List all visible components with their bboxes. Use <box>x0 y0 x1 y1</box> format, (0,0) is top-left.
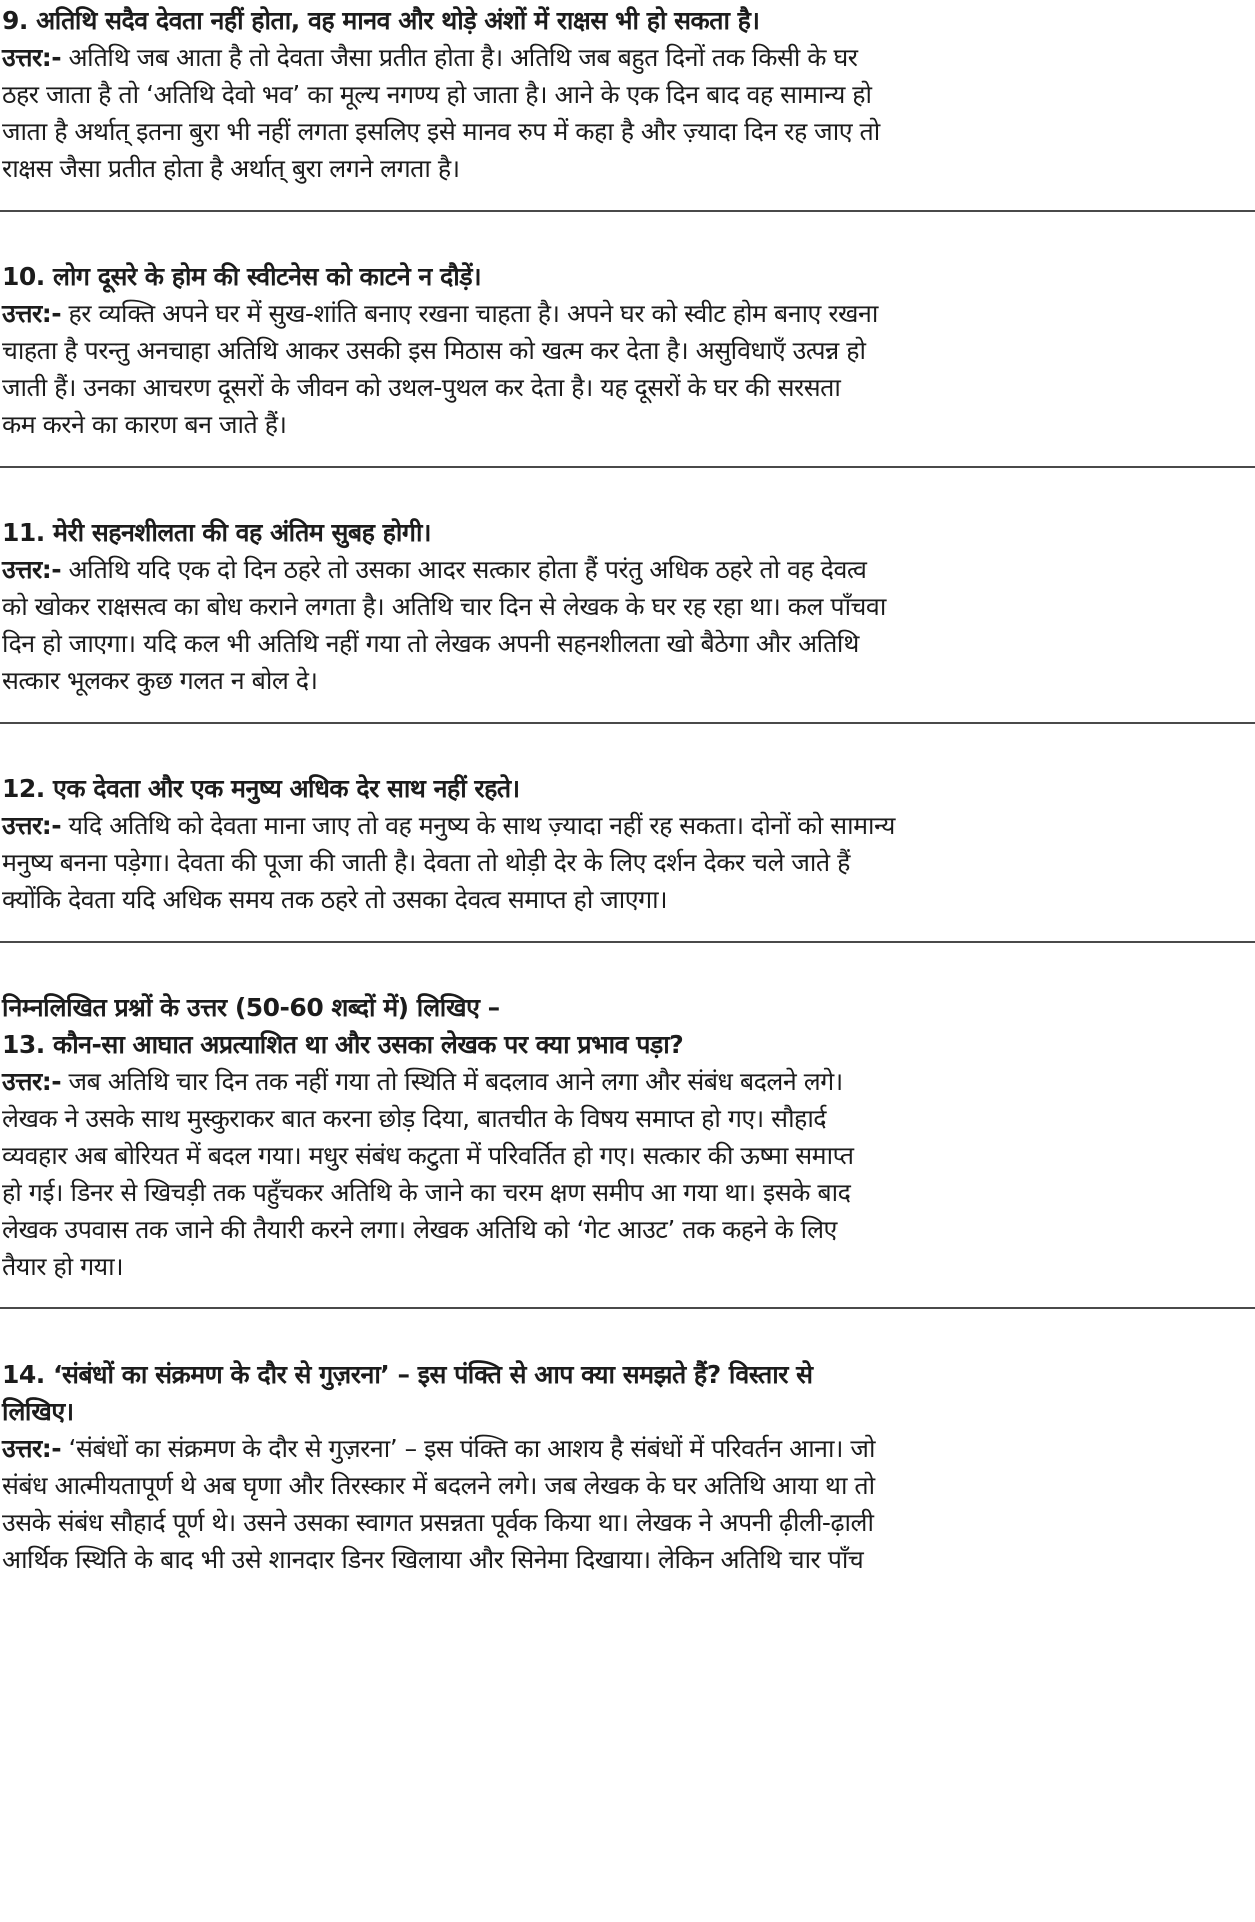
answer-label: उत्तर:- <box>2 1067 62 1096</box>
answer-line: व्यवहार अब बोरियत में बदल गया। मधुर संबंध कटुता में परिवर्तित हो गए। सत्कार की ऊष्मा समाप्त <box>2 1141 854 1170</box>
question-13: 13. कौन-सा आघात अप्रत्याशित था और उसका लेखक पर क्या प्रभाव पड़ा? <box>2 1030 684 1059</box>
answer-line: उत्तर:- यदि अतिथि को देवता माना जाए तो वह मनुष्य के साथ ज़्यादा नहीं रह सकता। दोनों को सामान्य <box>2 811 895 840</box>
answer-line: सत्कार भूलकर कुछ गलत न बोल दे। <box>2 666 318 695</box>
section-heading: निम्नलिखित प्रश्नों के उत्तर (50-60 शब्दों में) लिखिए – <box>2 993 500 1022</box>
answer-line: क्योंकि देवता यदि अधिक समय तक ठहरे तो उसका देवत्व समाप्त हो जाएगा। <box>2 885 668 914</box>
answer-line: कम करने का कारण बन जाते हैं। <box>2 410 287 439</box>
answer-line: लेखक ने उसके साथ मुस्कुराकर बात करना छोड़ दिया, बातचीत के विषय समाप्त हो गए। सौहार्द <box>2 1104 827 1133</box>
answer-label: उत्तर:- <box>2 43 62 72</box>
answer-line: जाती हैं। उनका आचरण दूसरों के जीवन को उथल-पुथल कर देता है। यह दूसरों के घर की सरसता <box>2 373 841 402</box>
question-9: 9. अतिथि सदैव देवता नहीं होता, वह मानव और थोड़े अंशों में राक्षस भी हो सकता है। <box>2 6 760 35</box>
question-10: 10. लोग दूसरे के होम की स्वीटनेस को काटने न दौड़ें। <box>2 262 482 291</box>
answer-line: उत्तर:- अतिथि जब आता है तो देवता जैसा प्रतीत होता है। अतिथि जब बहुत दिनों तक किसी के घर <box>2 43 858 72</box>
question-14: 14. ‘संबंधों का संक्रमण के दौर से गुज़रना’ – इस पंक्ति से आप क्या समझते हैं? विस्तार से <box>2 1360 813 1389</box>
answer-line: उसके संबंध सौहार्द पूर्ण थे। उसने उसका स्वागत प्रसन्नता पूर्वक किया था। लेखक ने अपनी ढ़ीली-ढ़ाली <box>2 1508 874 1537</box>
answer-line: को खोकर राक्षसत्व का बोध कराने लगता है। अतिथि चार दिन से लेखक के घर रह रहा था। कल पाँचवा <box>2 592 886 621</box>
answer-line: तैयार हो गया। <box>2 1252 124 1281</box>
question-12: 12. एक देवता और एक मनुष्य अधिक देर साथ नहीं रहते। <box>2 774 520 803</box>
answer-line: आर्थिक स्थिति के बाद भी उसे शानदार डिनर खिलाया और सिनेमा दिखाया। लेकिन अतिथि चार पाँच <box>2 1545 864 1574</box>
divider <box>0 722 1255 724</box>
question-11: 11. मेरी सहनशीलता की वह अंतिम सुबह होगी। <box>2 518 431 547</box>
divider <box>0 466 1255 468</box>
answer-line: उत्तर:- हर व्यक्ति अपने घर में सुख-शांति बनाए रखना चाहता है। अपने घर को स्वीट होम बनाए रखना <box>2 299 878 328</box>
divider <box>0 210 1255 212</box>
answer-line: उत्तर:- ‘संबंधों का संक्रमण के दौर से गुज़रना’ – इस पंक्ति का आशय है संबंधों में परिवर्तन आना। जो <box>2 1434 875 1463</box>
answer-line: उत्तर:- जब अतिथि चार दिन तक नहीं गया तो स्थिति में बदलाव आने लगा और संबंध बदलने लगे। <box>2 1067 843 1096</box>
divider <box>0 1307 1255 1309</box>
question-14-cont: लिखिए। <box>2 1397 74 1426</box>
answer-line: संबंध आत्मीयतापूर्ण थे अब घृणा और तिरस्कार में बदलने लगे। जब लेखक के घर अतिथि आया था तो <box>2 1471 875 1500</box>
answer-label: उत्तर:- <box>2 811 62 840</box>
answer-line: हो गई। डिनर से खिचड़ी तक पहुँचकर अतिथि के जाने का चरम क्षण समीप आ गया था। इसके बाद <box>2 1178 851 1207</box>
answer-line: राक्षस जैसा प्रतीत होता है अर्थात् बुरा लगने लगता है। <box>2 154 460 183</box>
answer-label: उत्तर:- <box>2 299 62 328</box>
answer-line: दिन हो जाएगा। यदि कल भी अतिथि नहीं गया तो लेखक अपनी सहनशीलता खो बैठेगा और अतिथि <box>2 629 859 658</box>
answer-label: उत्तर:- <box>2 555 62 584</box>
answer-line: लेखक उपवास तक जाने की तैयारी करने लगा। लेखक अतिथि को ‘गेट आउट’ तक कहने के लिए <box>2 1215 837 1244</box>
answer-line: मनुष्य बनना पड़ेगा। देवता की पूजा की जाती है। देवता तो थोड़ी देर के लिए दर्शन देकर चले जाते हैं <box>2 848 850 877</box>
divider <box>0 941 1255 943</box>
answer-line: चाहता है परन्तु अनचाहा अतिथि आकर उसकी इस मिठास को खत्म कर देता है। असुविधाएँ उत्पन्न हो <box>2 336 866 365</box>
answer-line: ठहर जाता है तो ‘अतिथि देवो भव’ का मूल्य नगण्य हो जाता है। आने के एक दिन बाद वह सामान्य हो <box>2 80 872 109</box>
answer-line: उत्तर:- अतिथि यदि एक दो दिन ठहरे तो उसका आदर सत्कार होता हैं परंतु अधिक ठहरे तो वह देवत्व <box>2 555 867 584</box>
answer-label: उत्तर:- <box>2 1434 62 1463</box>
answer-line: जाता है अर्थात् इतना बुरा भी नहीं लगता इसलिए इसे मानव रुप में कहा है और ज़्यादा दिन रह जाए तो <box>2 117 880 146</box>
